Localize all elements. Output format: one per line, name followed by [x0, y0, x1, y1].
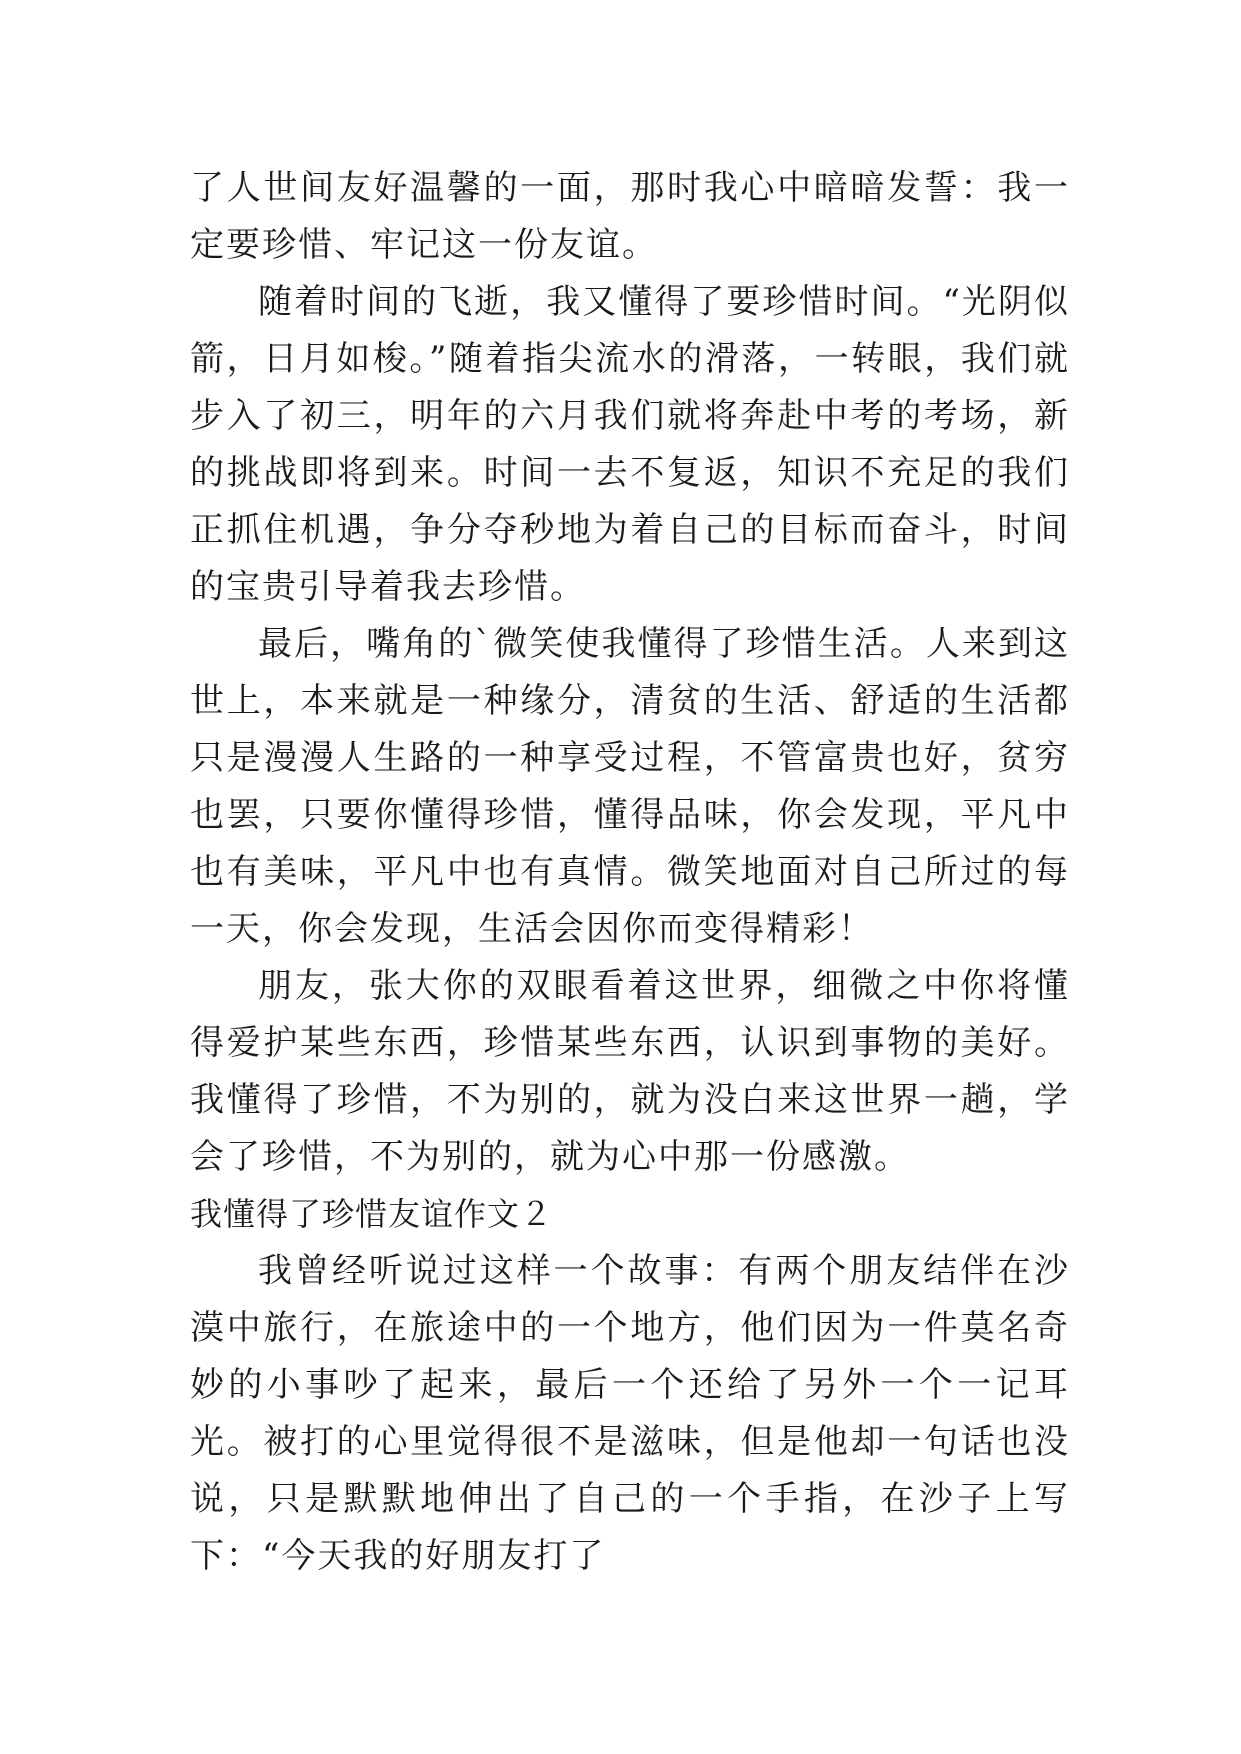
paragraph-friend: 朋友，张大你的双眼看着这世界，细微之中你将懂得爱护某些东西，珍惜某些东西，认识到事物的美好。我懂得了珍惜，不为别的，就为没白来这世界一趟，学会了珍惜，不为别的，就为心中那一份感激。: [190, 966, 1070, 1177]
paragraph-continuation: 了人世间友好温馨的一面，那时我心中暗暗发誓：我一定要珍惜、牢记这一份友谊。: [190, 168, 1070, 265]
document-body: [190, 160, 1070, 1585]
section-heading: 我懂得了珍惜友谊作文２: [190, 1195, 554, 1233]
paragraph-life: 最后，嘴角的`微笑使我懂得了珍惜生活。人来到这世上，本来就是一种缘分，清贫的生活、舒适的生活都只是漫漫人生路的一种享受过程，不管富贵也好，贫穷也罢，只要你懂得珍惜，懂得品味，你会发现，平凡中也有美味，平凡中也有真情。微笑地面对自己所过的每一天，你会发现，生活会因你而变得精彩！: [190, 624, 1070, 949]
paragraph-story: 我曾经听说过这样一个故事：有两个朋友结伴在沙漠中旅行，在旅途中的一个地方，他们因为一件莫名奇妙的小事吵了起来，最后一个还给了另外一个一记耳光。被打的心里觉得很不是滋味，但是他却一句话也没说，只是默默地伸出了自己的一个手指，在沙子上写下：“今天我的好朋友打了: [190, 1251, 1070, 1576]
paragraph-time: 随着时间的飞逝，我又懂得了要珍惜时间。“光阴似箭，日月如梭。”随着指尖流水的滑落，一转眼，我们就步入了初三，明年的六月我们就将奔赴中考的考场，新的挑战即将到来。时间一去不复返，知识不充足的我们正抓住机遇，争分夺秒地为着自己的目标而奋斗，时间的宝贵引导着我去珍惜。: [190, 282, 1070, 607]
